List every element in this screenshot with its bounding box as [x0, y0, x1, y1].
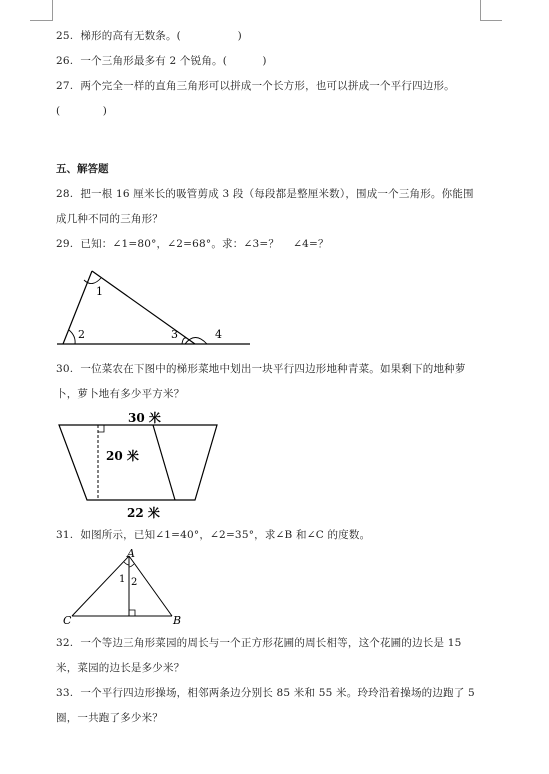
question-30-cont: 卜，萝卜地有多少平方米？	[56, 388, 185, 400]
question-32-cont: 米，菜园的边长是多少米？	[56, 662, 185, 674]
crop-mark-left	[52, 0, 53, 20]
height-label: 20 米	[106, 449, 139, 463]
bottom-side-label: 22 米	[127, 506, 160, 520]
angle-4-label: 4	[215, 328, 222, 341]
question-26: 26. 一个三角形最多有 2 个锐角。( )	[56, 55, 267, 67]
vertex-c-label: C	[63, 614, 72, 627]
top-side-label: 30 米	[128, 411, 161, 425]
question-31: 31. 如图所示，已知∠1=40°，∠2=35°，求∠B 和∠C 的度数。	[56, 529, 371, 541]
trapezoid-figure-q30	[55, 408, 225, 523]
crop-mark-right	[480, 20, 502, 21]
triangle-figure-q29	[55, 265, 255, 350]
question-25: 25. 梯形的高有无数条。( )	[56, 30, 242, 42]
vertex-b-label: B	[173, 614, 182, 627]
triangle-figure-q31	[60, 548, 190, 628]
question-28: 28. 把一根 16 厘米长的吸管剪成 3 段（每段都是整厘米数），围成一个三角形。你能围	[56, 188, 474, 200]
angle-1-label: 1	[96, 285, 103, 298]
vertex-a-label: A	[127, 548, 135, 560]
question-33: 33. 一个平行四边形操场，相邻两条边分别长 85 米和 55 米。玲玲沿着操场的边跑了 5	[56, 687, 475, 699]
question-27-answer: ( )	[56, 105, 108, 117]
section-title: 五、解答题	[56, 163, 109, 175]
crop-mark-left	[30, 20, 53, 21]
question-32: 32. 一个等边三角形菜园的周长与一个正方形花圃的周长相等，这个花圃的边长是 15	[56, 637, 462, 649]
question-27: 27. 两个完全一样的直角三角形可以拼成一个长方形，也可以拼成一个平行四边形。	[56, 80, 455, 92]
angle-1-label: 1	[119, 574, 126, 585]
angle-3-label: 3	[171, 328, 178, 341]
question-28-cont: 成几种不同的三角形？	[56, 213, 163, 225]
question-29: 29. 已知：∠1=80°，∠2=68°。求：∠3=？ ∠4=？	[56, 238, 329, 250]
angle-2-label: 2	[78, 328, 85, 341]
question-33-cont: 圈，一共跑了多少米？	[56, 712, 163, 724]
crop-mark-right	[480, 0, 481, 20]
angle-2-label: 2	[131, 577, 138, 588]
question-30: 30. 一位菜农在下图中的梯形菜地中划出一块平行四边形地种青菜。如果剩下的地种萝	[56, 363, 466, 375]
